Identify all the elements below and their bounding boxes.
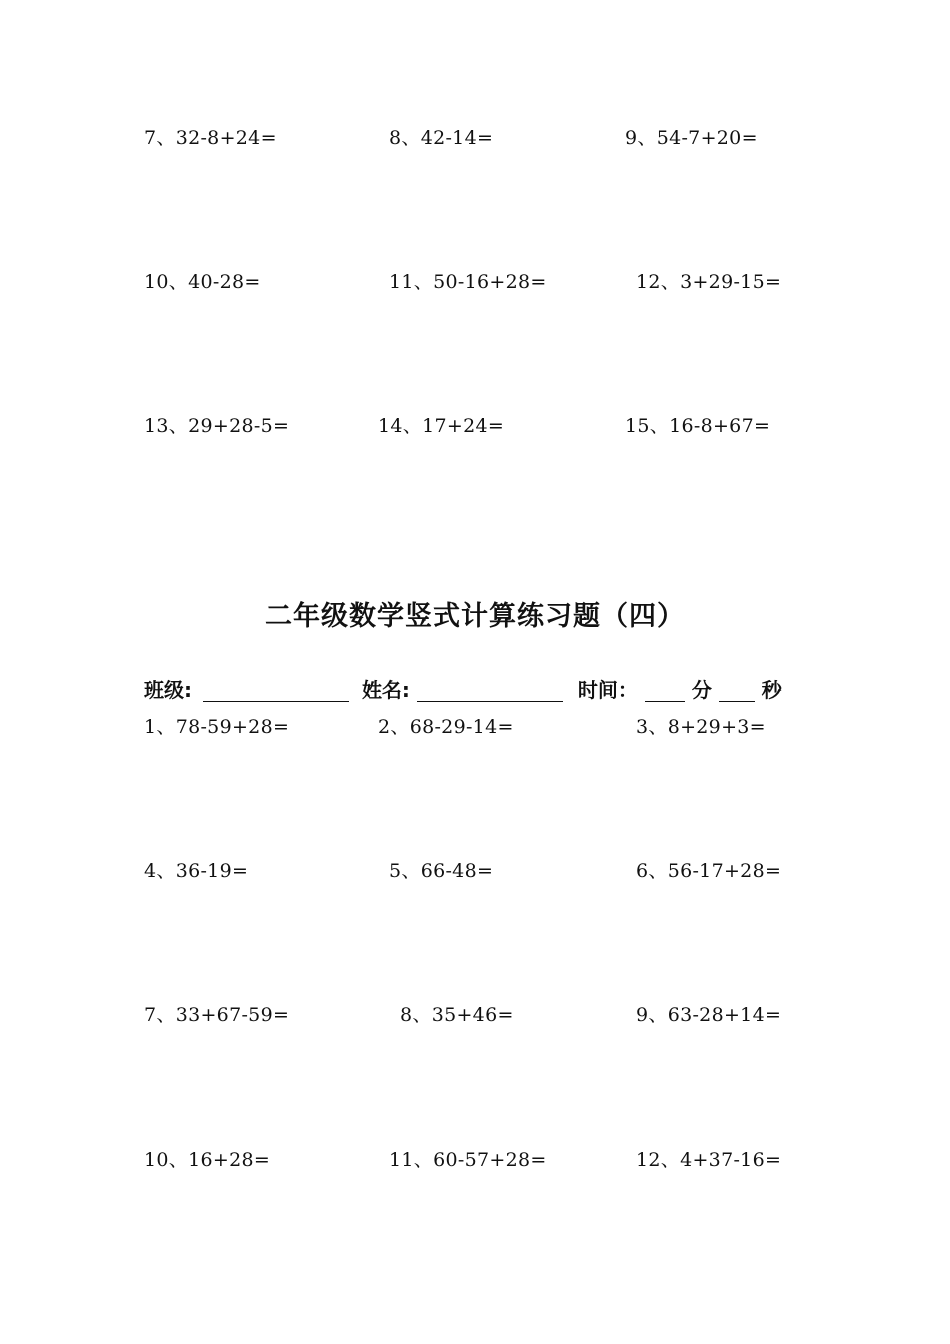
problem-item: 7、33+67-59= (144, 1004, 290, 1026)
problem-item: 2、68-29-14= (378, 716, 514, 738)
problem-item: 10、40-28= (144, 271, 261, 293)
problem-item: 11、60-57+28= (389, 1149, 547, 1171)
problem-row (0, 1145, 950, 1175)
problem-item: 4、36-19= (144, 860, 249, 882)
time-label: 时间： (577, 678, 638, 702)
problem-item: 15、16-8+67= (625, 415, 771, 437)
problem-item: 12、3+29-15= (636, 271, 782, 293)
problem-item: 13、29+28-5= (144, 415, 290, 437)
seconds-blank[interactable] (719, 677, 755, 702)
class-label: 班级: (144, 678, 192, 702)
problem-item: 3、8+29+3= (636, 716, 766, 738)
problem-item: 11、50-16+28= (389, 271, 547, 293)
problem-item: 6、56-17+28= (636, 860, 782, 882)
problem-row (0, 123, 950, 153)
problem-item: 9、63-28+14= (636, 1004, 782, 1026)
problem-row (0, 267, 950, 297)
worksheet-title: 二年级数学竖式计算练习题（四） (265, 601, 685, 632)
second-label: 秒 (761, 678, 782, 702)
problem-row (0, 712, 950, 742)
problem-item: 14、17+24= (378, 415, 505, 437)
problem-row (0, 411, 950, 441)
student-info-line (144, 674, 804, 706)
problem-row (0, 856, 950, 886)
problem-item: 7、32-8+24= (144, 127, 277, 149)
problem-item: 9、54-7+20= (625, 127, 758, 149)
class-blank[interactable] (203, 677, 349, 702)
problem-row (0, 1000, 950, 1030)
problem-item: 5、66-48= (389, 860, 494, 882)
problem-item: 12、4+37-16= (636, 1149, 782, 1171)
problem-item: 10、16+28= (144, 1149, 271, 1171)
name-label: 姓名: (361, 678, 410, 702)
problem-item: 8、42-14= (389, 127, 494, 149)
minutes-blank[interactable] (645, 677, 685, 702)
problem-item: 1、78-59+28= (144, 716, 290, 738)
problem-item: 8、35+46= (400, 1004, 514, 1026)
minute-label: 分 (691, 678, 712, 702)
name-blank[interactable] (417, 677, 563, 702)
